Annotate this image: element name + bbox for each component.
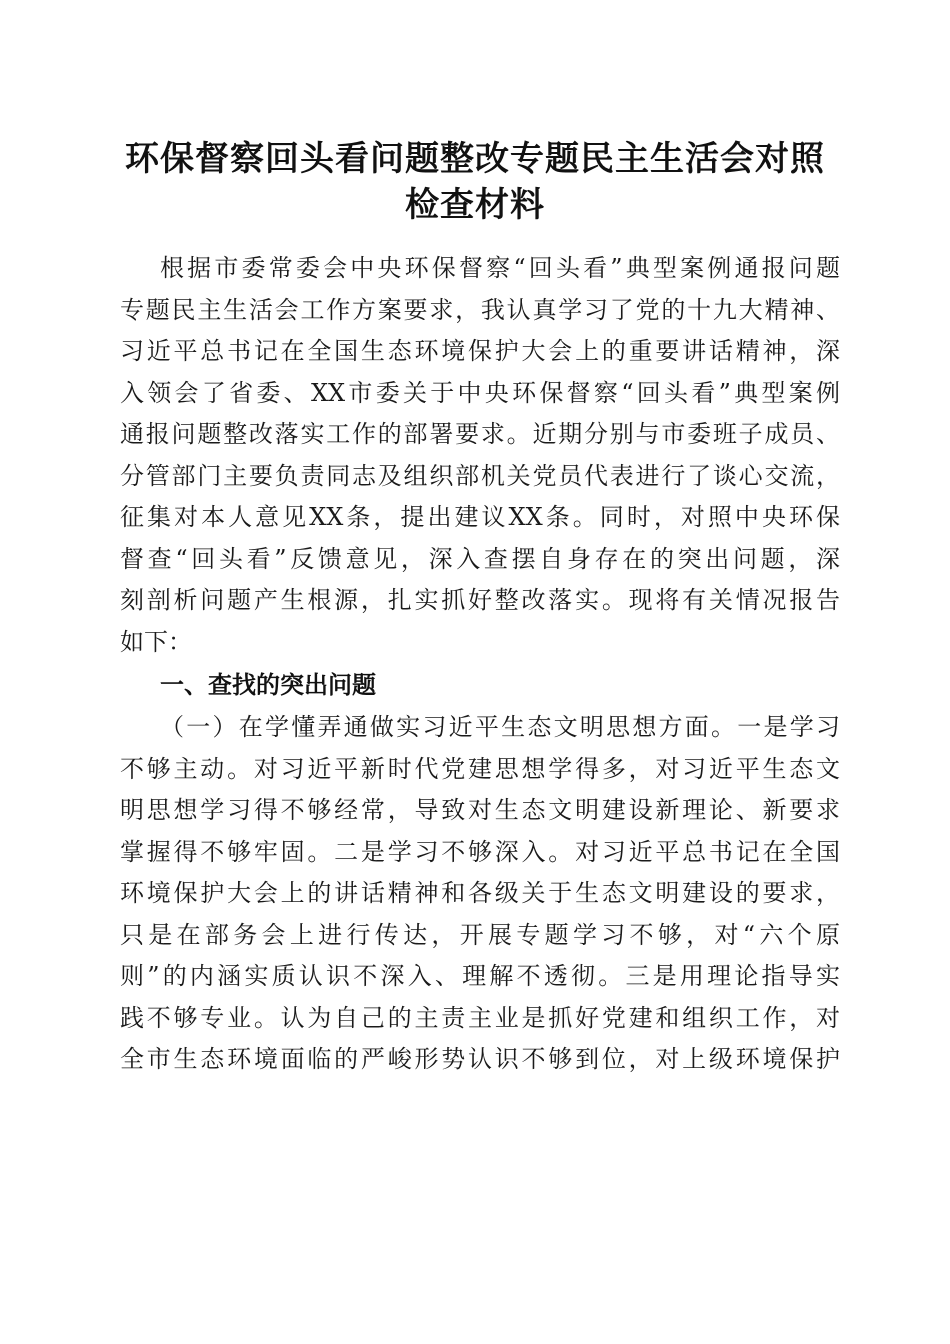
intro-line: 习近平总书记在全国生态环境保护大会上的重要讲话精神，深 [120,337,840,365]
section-line: 践不够专业。认为自己的主责主业是抓好党建和组织工作，对 [120,1003,840,1032]
section-line: 不够主动。对习近平新时代党建思想学得多，对习近平生态文 [120,754,840,783]
intro-line: 入领会了省委、XX市委关于中央环保督察“回头看”典型案例 [120,378,840,407]
intro-line: 专题民主生活会工作方案要求，我认真学习了党的十九大精神、 [120,295,840,324]
intro-line: 根据市委常委会中央环保督察“回头看”典型案例通报问题 [160,254,840,282]
section-paragraph [120,707,840,1081]
section-heading: 一、查找的突出问题 [160,671,376,699]
section-line: 明思想学习得不够经常，导致对生态文明建设新理论、新要求 [120,796,840,824]
section-line: （一）在学懂弄通做实习近平生态文明思想方面。一是学习 [160,713,840,741]
intro-line: 征集对本人意见XX条，提出建议XX条。同时，对照中央环保 [120,503,840,531]
title-line-1: 环保督察回头看问题整改专题民主生活会对照 [125,139,825,179]
section-line: 则”的内涵实质认识不深入、理解不透彻。三是用理论指导实 [120,962,840,990]
section-line: 全市生态环境面临的严峻形势认识不够到位，对上级环境保护 [120,1045,840,1073]
intro-paragraph [120,248,840,663]
section-line: 环境保护大会上的讲话精神和各级关于生态文明建设的要求， [120,879,840,907]
intro-line: 通报问题整改落实工作的部署要求。近期分别与市委班子成员、 [120,420,840,448]
intro-line: 督查“回头看”反馈意见，深入查摆自身存在的突出问题，深 [120,544,840,573]
title-line-2: 检查材料 [405,185,545,225]
intro-line: 刻剖析问题产生根源，扎实抓好整改落实。现将有关情况报告 [120,586,840,614]
section-line: 掌握得不够牢固。二是学习不够深入。对习近平总书记在全国 [120,837,840,866]
section-line: 只是在部务会上进行传达，开展专题学习不够，对“六个原 [120,920,840,949]
intro-line: 如下： [120,627,192,656]
document-body [120,248,840,1081]
document-title [110,136,840,228]
intro-line: 分管部门主要负责同志及组织部机关党员代表进行了谈心交流， [120,461,840,490]
